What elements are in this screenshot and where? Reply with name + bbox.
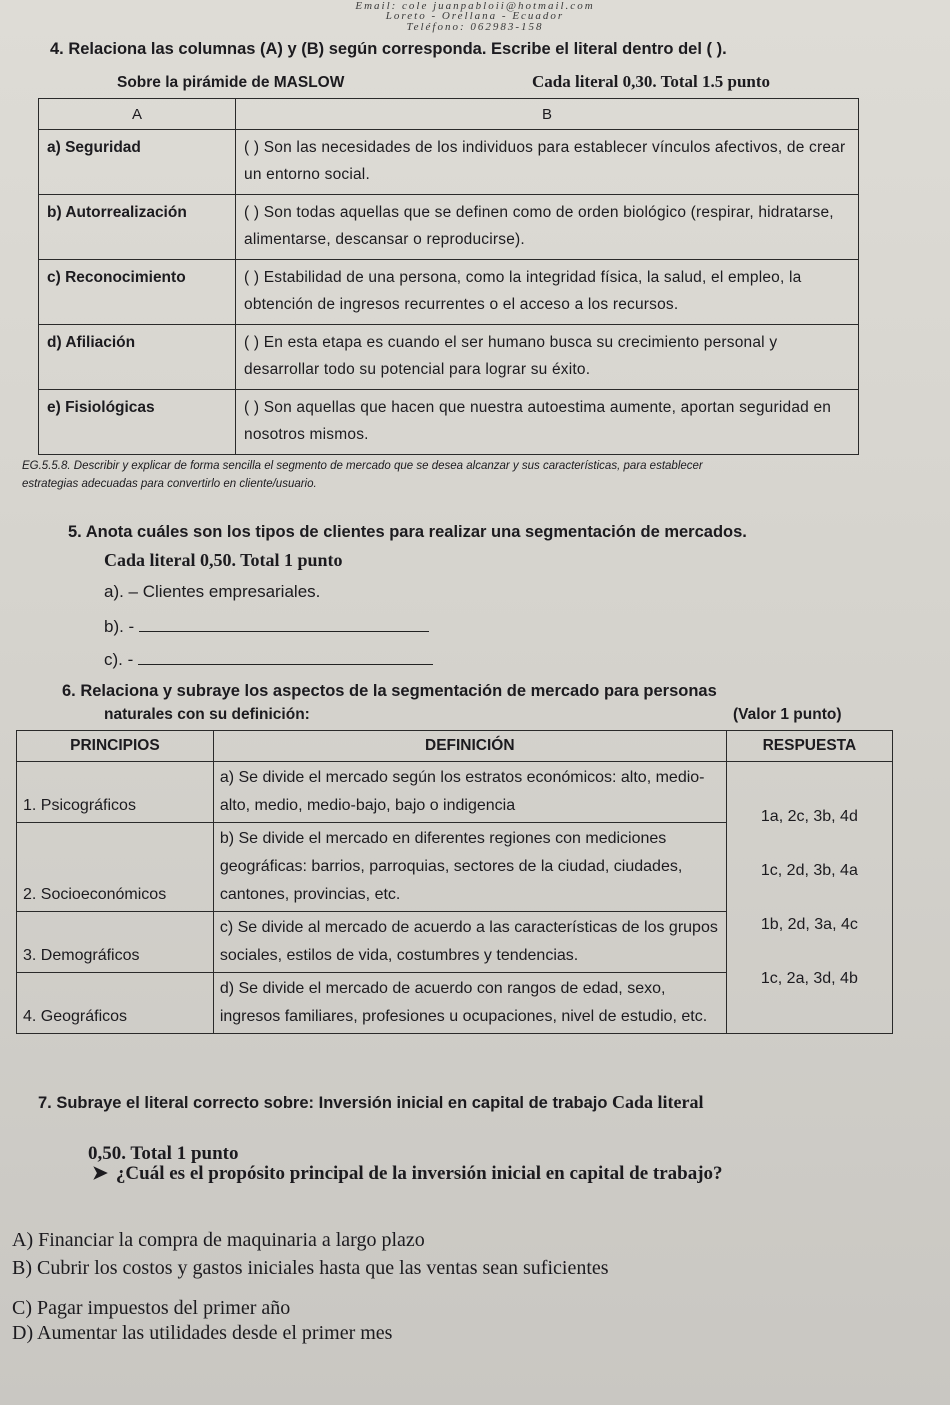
- q6-subtitle-left: naturales con su definición:: [104, 706, 310, 723]
- table-row: [17, 762, 893, 823]
- answer-option[interactable]: 1c, 2a, 3d, 4b: [760, 969, 858, 987]
- table-header-row: [17, 731, 893, 762]
- header-location: Loreto - Orellana - Ecuador: [385, 10, 565, 22]
- col-a-cell: a) Seguridad: [39, 130, 236, 195]
- q5-item-b: [104, 617, 429, 637]
- q5-points: Cada literal 0,50. Total 1 punto: [104, 550, 343, 570]
- col-a-cell: e) Fisiológicas: [39, 390, 236, 455]
- col-a-header: A: [39, 99, 236, 130]
- q7-question: [92, 1162, 723, 1185]
- principle-cell: 4. Geográficos: [17, 973, 214, 1034]
- q7-option-a[interactable]: A) Financiar la compra de maquinaria a largo plazo: [12, 1229, 425, 1251]
- answer-cell: [726, 762, 892, 1034]
- q4-title: 4. Relaciona las columnas (A) y (B) según corresponda. Escribe el literal dentro del ( ).: [50, 40, 727, 58]
- answer-header: RESPUESTA: [726, 731, 892, 762]
- q5-item-c-label: c). -: [104, 650, 134, 669]
- col-b-cell[interactable]: ( ) Son las necesidades de los individuos para establecer vínculos afectivos, de crear un entorno social.: [236, 130, 859, 195]
- col-b-cell[interactable]: ( ) Son todas aquellas que se definen como de orden biológico (respirar, hidratarse, alimentarse, descansar o reproducirse).: [236, 195, 859, 260]
- q7-points: 0,50. Total 1 punto: [88, 1143, 239, 1164]
- answer-option[interactable]: 1b, 2d, 3a, 4c: [760, 915, 858, 933]
- q5-answer-c-line[interactable]: [138, 650, 433, 665]
- col-a-cell: d) Afiliación: [39, 325, 236, 390]
- maslow-table: [38, 98, 859, 455]
- header-phone: Teléfono: 062983-158: [406, 21, 544, 33]
- q4-points: Cada literal 0,30. Total 1.5 punto: [532, 72, 771, 91]
- definition-cell: a) Se divide el mercado según los estratos económicos: alto, medio-alto, medio, medio-bajo, bajo o indigencia: [213, 762, 726, 823]
- principle-cell: 2. Socioeconómicos: [17, 823, 214, 912]
- q5-item-c: [104, 650, 433, 670]
- q7-option-d[interactable]: D) Aumentar las utilidades desde el primer mes: [12, 1322, 393, 1344]
- principle-cell: 1. Psicográficos: [17, 762, 214, 823]
- table-row: [39, 390, 859, 455]
- q5-answer-b-line[interactable]: [139, 617, 429, 632]
- q4-subtitle-left: Sobre la pirámide de MASLOW: [117, 74, 345, 91]
- q7-title-points: Cada literal: [612, 1092, 704, 1112]
- col-a-cell: c) Reconocimiento: [39, 260, 236, 325]
- q6-title: 6. Relaciona y subraye los aspectos de la segmentación de mercado para personas: [62, 682, 717, 700]
- definition-cell: b) Se divide el mercado en diferentes regiones con mediciones geográficas: barrios, parroquias, sectores de la ciudad, ciudades, cantones, provincias, etc.: [213, 823, 726, 912]
- q7-option-b[interactable]: B) Cubrir los costos y gastos iniciales hasta que las ventas sean suficientes: [12, 1257, 609, 1279]
- learning-objective-line1: EG.5.5.8. Describir y explicar de forma sencilla el segmento de mercado que se desea alcanzar y sus características, para establecer: [22, 460, 703, 472]
- q5-title: 5. Anota cuáles son los tipos de clientes para realizar una segmentación de mercados.: [68, 523, 747, 541]
- table-row: [39, 130, 859, 195]
- definition-header: DEFINICIÓN: [213, 731, 726, 762]
- q7-question-text: ¿Cuál es el propósito principal de la inversión inicial en capital de trabajo?: [115, 1163, 723, 1184]
- definition-cell: c) Se divide al mercado de acuerdo a las características de los grupos sociales, estilos de vida, costumbres y tendencias.: [213, 912, 726, 973]
- q5-item-a: a). – Clientes empresariales.: [104, 582, 321, 601]
- q7-title: [38, 1092, 704, 1113]
- table-row: [39, 325, 859, 390]
- q6-points: (Valor 1 punto): [733, 706, 842, 723]
- table-header-row: [39, 99, 859, 130]
- col-b-cell[interactable]: ( ) Estabilidad de una persona, como la integridad física, la salud, el empleo, la obtención de ingresos recurrentes o el acceso a los recursos.: [236, 260, 859, 325]
- header-email: Email: cole juanpabloii@hotmail.com: [355, 0, 595, 12]
- table-row: [39, 195, 859, 260]
- q7-title-text: 7. Subraye el literal correcto sobre: Inversión inicial en capital de trabajo: [38, 1094, 608, 1112]
- learning-objective-line2: estrategias adecuadas para convertirlo en cliente/usuario.: [22, 478, 317, 490]
- answer-option[interactable]: 1a, 2c, 3b, 4d: [760, 807, 858, 825]
- col-b-header: B: [236, 99, 859, 130]
- col-b-cell[interactable]: ( ) Son aquellas que hacen que nuestra autoestima aumente, aportan seguridad en nosotros mismos.: [236, 390, 859, 455]
- answer-option[interactable]: 1c, 2d, 3b, 4a: [760, 861, 858, 879]
- col-a-cell: b) Autorrealización: [39, 195, 236, 260]
- principles-header: PRINCIPIOS: [17, 731, 214, 762]
- arrow-bullet-icon: ➤: [92, 1163, 108, 1184]
- segmentation-table: [16, 730, 893, 1034]
- q7-option-c[interactable]: C) Pagar impuestos del primer año: [12, 1297, 291, 1319]
- definition-cell: d) Se divide el mercado de acuerdo con rangos de edad, sexo, ingresos familiares, profesiones u ocupaciones, nivel de estudio, etc.: [213, 973, 726, 1034]
- table-row: [39, 260, 859, 325]
- principle-cell: 3. Demográficos: [17, 912, 214, 973]
- col-b-cell[interactable]: ( ) En esta etapa es cuando el ser humano busca su crecimiento personal y desarrollar todo su potencial para lograr su éxito.: [236, 325, 859, 390]
- q5-item-b-label: b). -: [104, 617, 135, 636]
